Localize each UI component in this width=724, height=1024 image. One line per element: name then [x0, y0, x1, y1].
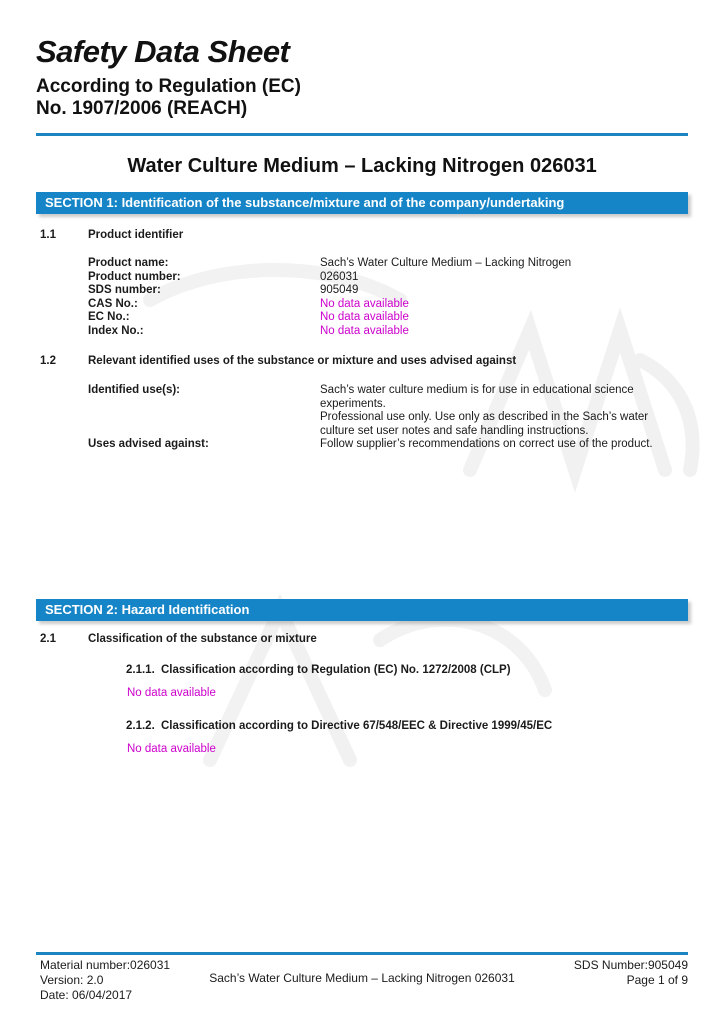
ec-no-label: EC No.: [88, 311, 130, 324]
uses-advised-row [0, 438, 724, 452]
sds-number-label: SDS number: [88, 284, 161, 297]
section2-sub12-value: No data available [127, 742, 216, 755]
product-number-label: Product number: [88, 270, 181, 283]
footer-version: Version: 2.0 [40, 973, 104, 987]
section2-sub1-number: 2.1 [40, 633, 56, 645]
ec-no-value: No data available [320, 311, 409, 324]
cas-no-value: No data available [320, 297, 409, 310]
section1-sub1-number: 1.1 [40, 229, 56, 241]
identified-uses-line2: experiments. [320, 397, 386, 410]
section2-sub12-heading: Classification according to Directive 67/548/EEC & Directive 1999/45/EC [161, 720, 553, 732]
footer-material-number: Material number:026031 [40, 958, 171, 972]
sds-number-value: 905049 [320, 284, 359, 297]
ec-no-row [0, 311, 724, 325]
identified-uses-line1: Sach’s water culture medium is for use in educational science [320, 384, 634, 396]
identified-uses-row [0, 384, 724, 398]
identified-uses-row4 [0, 425, 724, 439]
product-name-row [0, 257, 724, 271]
footer-right-block [574, 958, 688, 988]
uses-advised-label: Uses advised against: [88, 438, 209, 451]
regulation-subtitle [36, 76, 301, 120]
uses-advised-value: Follow supplier’s recommendations on correct use of the product. [320, 438, 653, 451]
sds-number-row [0, 284, 724, 298]
identified-uses-line4: culture set user notes and safe handling instructions. [320, 424, 589, 437]
product-name-label: Product name: [88, 257, 169, 269]
section1-sub2-heading: Relevant identified uses of the substance or mixture and uses advised against [88, 355, 517, 367]
regulation-subtitle-line2: No. 1907/2006 (REACH) [36, 98, 248, 119]
footer-sds-number: SDS Number:905049 [573, 958, 688, 972]
identified-uses-row3 [0, 411, 724, 425]
product-number-row [0, 271, 724, 285]
footer-divider [36, 952, 688, 955]
section2-sub1-heading: Classification of the substance or mixture [88, 633, 317, 645]
index-no-row [0, 325, 724, 339]
cas-no-label: CAS No.: [88, 297, 138, 310]
footer-page-number: Page 1 of 9 [626, 973, 688, 987]
cas-no-row [0, 298, 724, 312]
index-no-value: No data available [320, 325, 409, 337]
section2-sub12-number: 2.1.2. [126, 720, 155, 732]
footer-product-title: Sach’s Water Culture Medium – Lacking Nitrogen 026031 [209, 971, 515, 985]
identified-uses-row2 [0, 398, 724, 412]
section2-sub11-heading: Classification according to Regulation (EC) No. 1272/2008 (CLP) [161, 664, 511, 676]
regulation-subtitle-line1: According to Regulation (EC) [36, 76, 301, 97]
identified-uses-line3: Professional use only. Use only as described in the Sach’s water [320, 411, 649, 424]
product-name-value: Sach’s Water Culture Medium – Lacking Nitrogen [320, 257, 572, 269]
product-number-value: 026031 [320, 270, 359, 283]
footer-date: Date: 06/04/2017 [40, 988, 133, 1002]
section1-header-bar: SECTION 1: Identification of the substance/mixture and of the company/undertaking [36, 192, 688, 214]
section2-sub11-value: No data available [127, 686, 216, 699]
section1-sub1-heading: Product identifier [88, 229, 184, 241]
document-title: Water Culture Medium – Lacking Nitrogen 026031 [127, 155, 597, 177]
section2-sub11-number: 2.1.1. [126, 664, 155, 676]
identified-uses-label: Identified use(s): [88, 384, 181, 396]
index-no-label: Index No.: [88, 325, 144, 337]
page-title: Safety Data Sheet [36, 34, 290, 69]
section2-header-bar: SECTION 2: Hazard Identification [36, 599, 688, 621]
header-divider [36, 133, 688, 136]
section1-sub2-number: 1.2 [40, 355, 56, 367]
